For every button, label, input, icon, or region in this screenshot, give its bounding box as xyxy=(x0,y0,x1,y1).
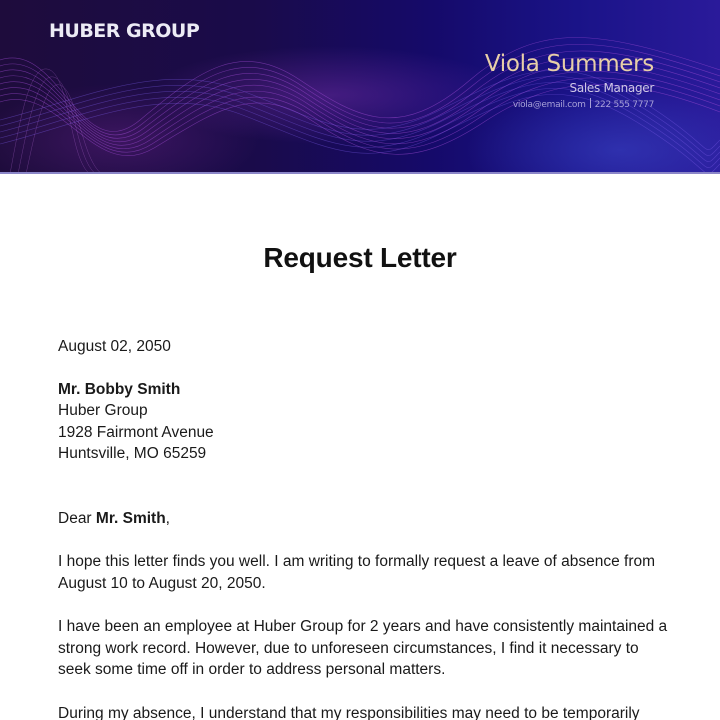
sender-phone: 222 555 7777 xyxy=(594,100,654,110)
recipient-name: Mr. Bobby Smith xyxy=(58,380,181,398)
sender-block xyxy=(485,50,654,111)
salutation-name: Mr. Smith xyxy=(95,509,166,527)
contact-divider xyxy=(590,98,591,108)
sender-name: Viola Summers xyxy=(484,51,654,77)
sender-title: Sales Manager xyxy=(569,81,654,95)
salutation-suffix: , xyxy=(165,509,170,527)
letter-body xyxy=(58,336,668,720)
recipient-street: 1928 Fairmont Avenue xyxy=(58,423,214,441)
salutation-prefix: Dear xyxy=(58,509,96,527)
recipient-address-block xyxy=(58,379,668,465)
body-paragraph: I have been an employee at Huber Group for 2 years and have consistently maintained a strong work record. However, due to unforeseen circumstances, I find it necessary to seek some time off in order to address personal matters. xyxy=(58,618,668,678)
recipient-city: Huntsville, MO 65259 xyxy=(58,445,207,462)
letter-date: August 02, 2050 xyxy=(58,338,171,355)
recipient-company: Huber Group xyxy=(58,402,148,419)
body-paragraph: I hope this letter finds you well. I am writing to formally request a leave of absence from August 10 to August 20, 2050. xyxy=(58,553,656,592)
company-logo-text: HUBER GROUP xyxy=(49,20,200,42)
document-title: Request Letter xyxy=(263,242,457,273)
body-paragraph: During my absence, I understand that my responsibilities may need to be temporarily xyxy=(58,704,640,720)
sender-email: viola@email.com xyxy=(512,100,586,110)
salutation xyxy=(58,508,668,530)
sender-contact xyxy=(485,98,654,111)
letterhead-banner xyxy=(0,0,720,174)
